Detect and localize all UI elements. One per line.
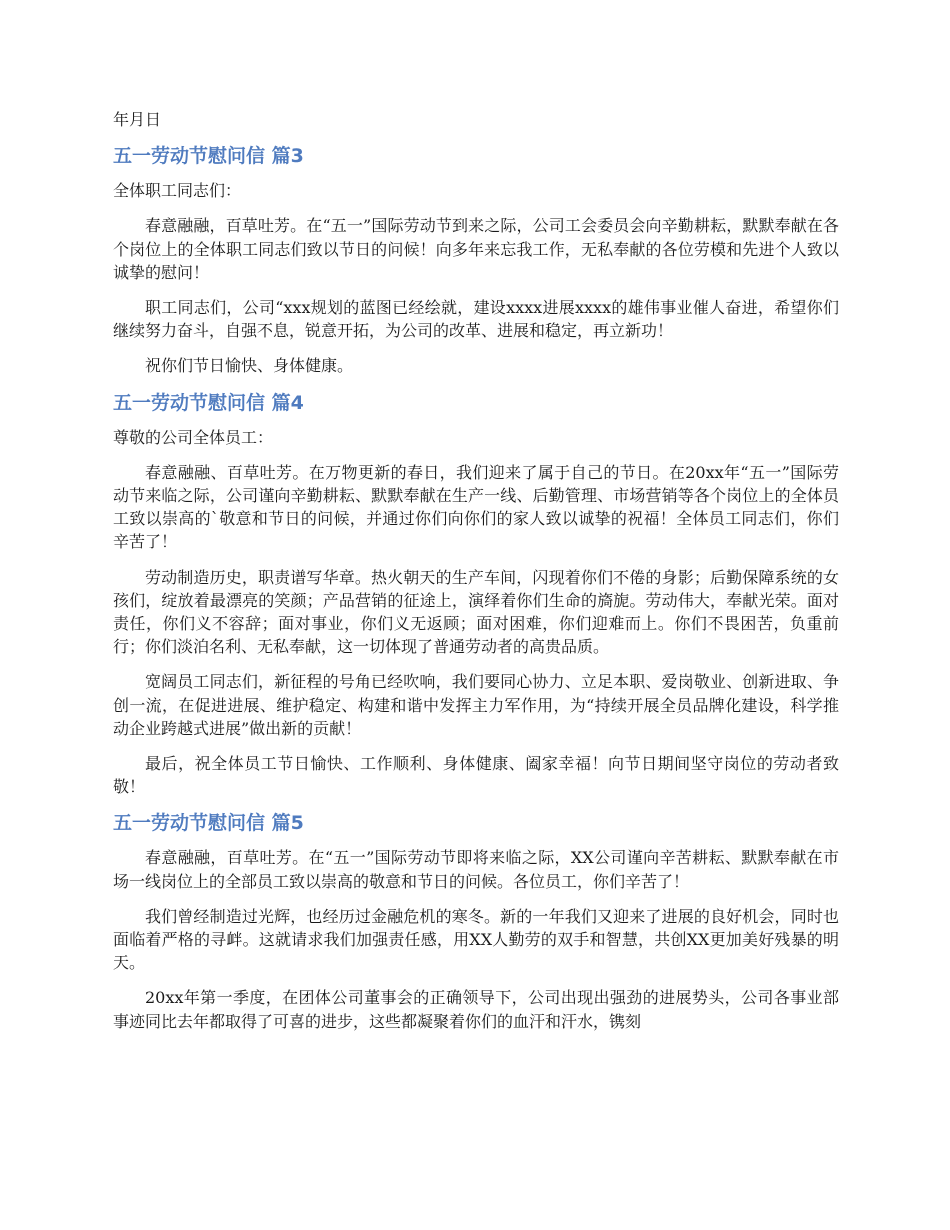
paragraph: 宽阔员工同志们，新征程的号角已经吹响，我们要同心协力、立足本职、爱岗敬业、创新进取、争创一流，在促进进展、维护稳定、构建和谐中发挥主力军作用，为“持续开展全员品牌化建设，科学推动企业跨越式进展”做出新的贡献！ <box>113 672 839 738</box>
paragraph: 春意融融、百草吐芳。在万物更新的春日，我们迎来了属于自己的节日。在20xx年“五一”国际劳动节来临之际，公司谨向辛勤耕耘、默默奉献在生产一线、后勤管理、市场营销等各个岗位上的全体员工致以崇高的`敬意和节日的问候，并通过你们向你们的家人致以诚挚的祝福！全体员工同志们，你们辛苦了！ <box>113 462 839 552</box>
paragraph: 职工同志们，公司“xxx规划的蓝图已经绘就，建设xxxx进展xxxx的雄伟事业催人奋进，希望你们继续努力奋斗，自强不息，锐意开拓，为公司的改革、进展和稳定，再立新功！ <box>113 298 839 341</box>
paragraph: 祝你们节日愉快、身体健康。 <box>145 356 354 376</box>
document-page <box>113 108 839 1045</box>
paragraph: 春意融融，百草吐芳。在“五一”国际劳动节到来之际，公司工会委员会向辛勤耕耘，默默奉献在各个岗位上的全体职工同志们致以节日的问候！向多年来忘我工作，无私奉献的各位劳模和先进个人致以诚挚的慰问！ <box>113 216 839 282</box>
paragraph: 最后，祝全体员工节日愉快、工作顺利、身体健康、阖家幸福！向节日期间坚守岗位的劳动者致敬！ <box>113 754 839 797</box>
paragraph: 劳动制造历史，职责谱写华章。热火朝天的生产车间，闪现着你们不倦的身影；后勤保障系统的女孩们，绽放着最漂亮的笑颜；产品营销的征途上，演绎着你们生命的旖旎。劳动伟大，奉献光荣。面对责任，你们义不容辞；面对事业，你们义无返顾；面对困难，你们迎难而上。你们不畏困苦，负重前行；你们淡泊名利、无私奉献，这一切体现了普通劳动者的高贵品质。 <box>113 567 839 657</box>
section-heading-3: 五一劳动节慰问信 篇3 <box>113 145 304 168</box>
salutation-4: 尊敬的公司全体员工： <box>113 427 274 447</box>
paragraph: 我们曾经制造过光辉，也经历过金融危机的寒冬。新的一年我们又迎来了进展的良好机会，同时也面临着严格的寻衅。这就请求我们加强责任感，用XX人勤劳的双手和智慧，共创XX更加美好残暴的明天。 <box>113 906 839 973</box>
date-line: 年月日 <box>113 110 162 129</box>
section-heading-4: 五一劳动节慰问信 篇4 <box>113 391 304 414</box>
section-heading-5: 五一劳动节慰问信 篇5 <box>113 812 304 835</box>
paragraph: 春意融融，百草吐芳。在“五一”国际劳动节即将来临之际，XX公司谨向辛苦耕耘、默默奉献在市场一线岗位上的全部员工致以崇高的敬意和节日的问候。各位员工，你们辛苦了！ <box>113 848 839 891</box>
salutation-3: 全体职工同志们： <box>113 181 242 201</box>
paragraph: 20xx年第一季度，在团体公司董事会的正确领导下，公司出现出强劲的进展势头，公司各事业部事迹同比去年都取得了可喜的进步，这些都凝聚着你们的血汗和汗水，镌刻 <box>113 988 839 1031</box>
